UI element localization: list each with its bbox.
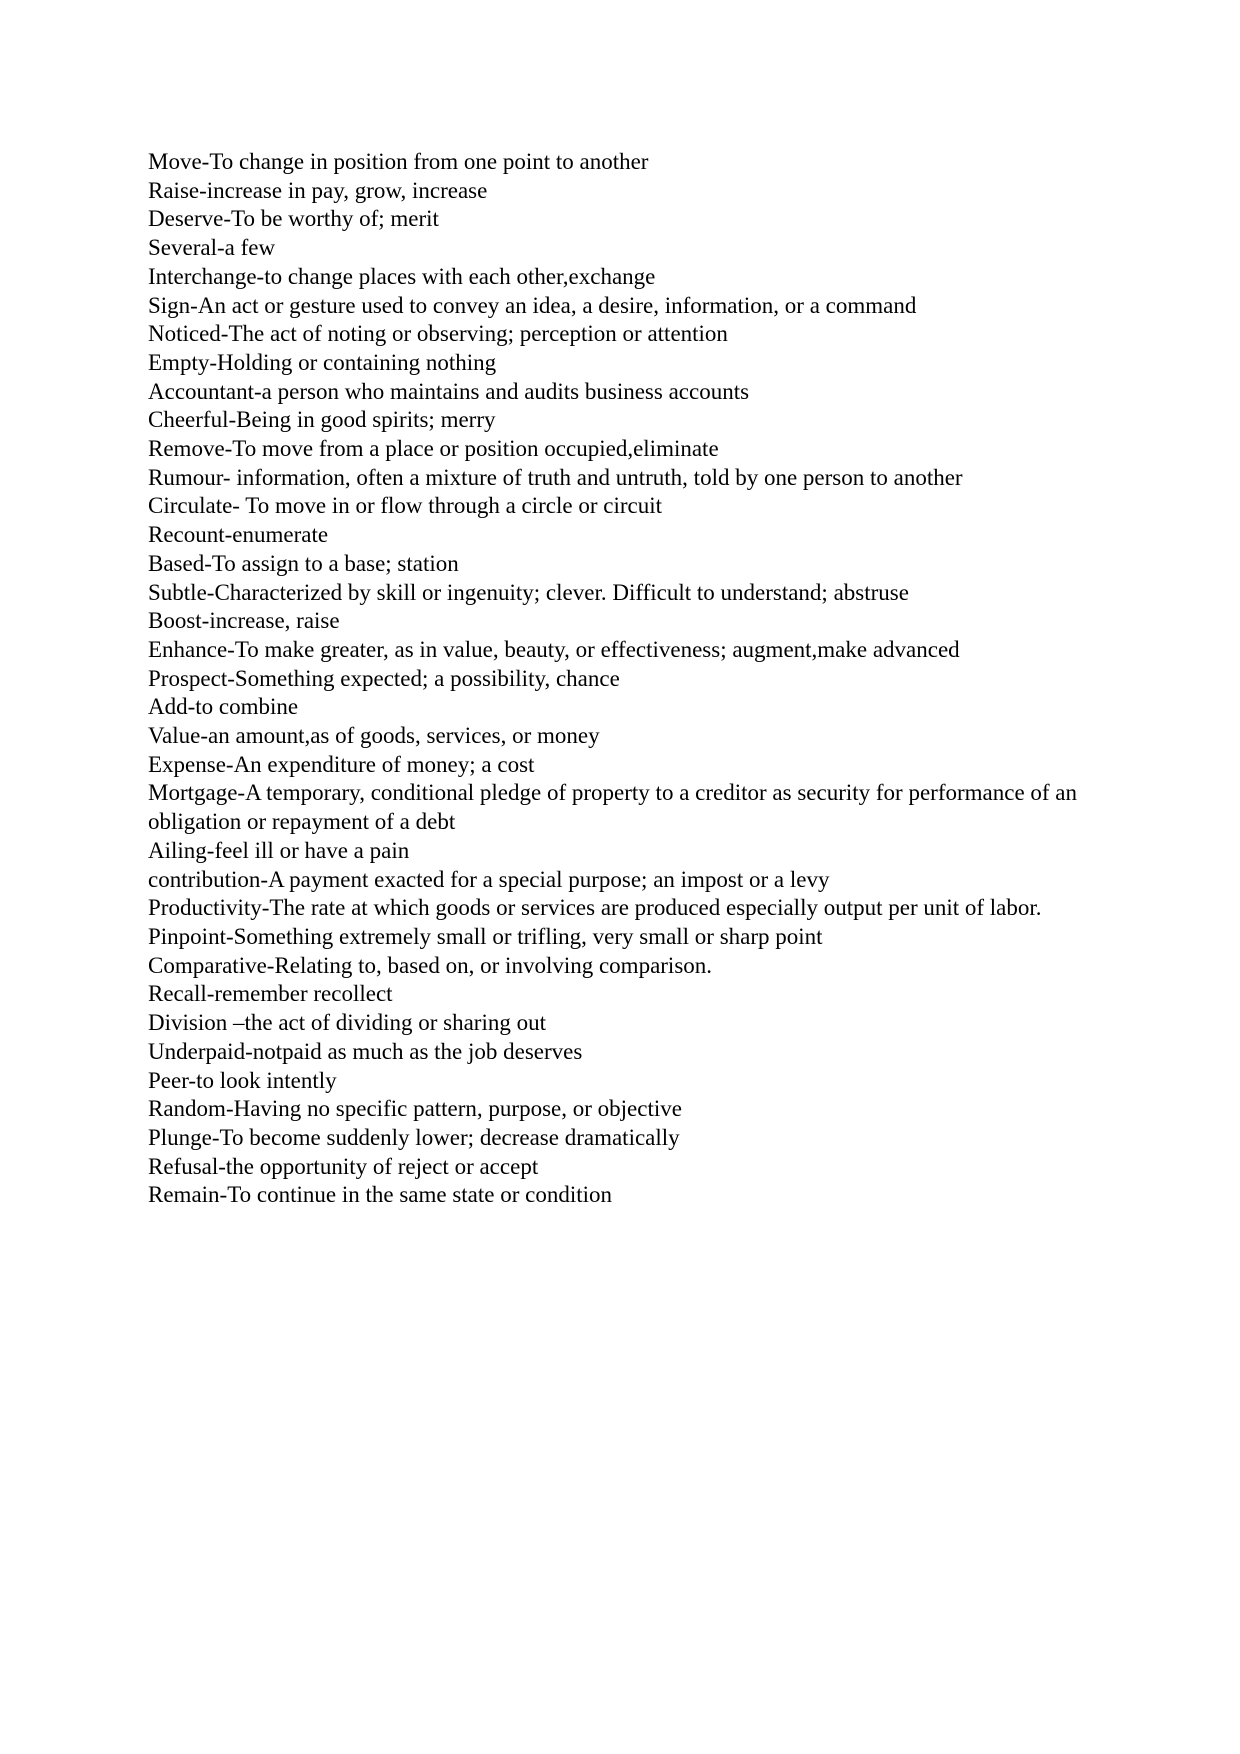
definition-entry: Productivity-The rate at which goods or services are produced especially output per unit of labor.: [148, 895, 1042, 921]
definition-entry: Mortgage-A temporary, conditional pledge of property to a creditor as security for performance of an obligation or repayment of a debt: [148, 780, 1078, 835]
definition-entry: Subtle-Characterized by skill or ingenuity; clever. Difficult to understand; abstruse: [148, 579, 909, 605]
definitions-list: [148, 148, 1088, 1210]
definition-entry: Plunge-To become suddenly lower; decrease dramatically: [148, 1124, 680, 1150]
definition-entry: Pinpoint-Something extremely small or trifling, very small or sharp point: [148, 923, 823, 949]
definition-entry: Cheerful-Being in good spirits; merry: [148, 407, 496, 433]
definition-entry: Deserve-To be worthy of; merit: [148, 206, 439, 232]
definition-entry: Refusal-the opportunity of reject or accept: [148, 1153, 539, 1179]
definition-entry: Empty-Holding or containing nothing: [148, 349, 497, 375]
definition-entry: Underpaid-notpaid as much as the job deserves: [148, 1038, 583, 1064]
definition-entry: Recount-enumerate: [148, 522, 329, 548]
definition-entry: Value-an amount,as of goods, services, or money: [148, 723, 600, 749]
definition-entry: Rumour- information, often a mixture of truth and untruth, told by one person to another: [148, 464, 963, 490]
definition-entry: Based-To assign to a base; station: [148, 550, 459, 576]
definition-entry: contribution-A payment exacted for a special purpose; an impost or a levy: [148, 866, 830, 892]
definition-entry: Interchange-to change places with each other,exchange: [148, 263, 656, 289]
definition-entry: Noticed-The act of noting or observing; perception or attention: [148, 321, 728, 347]
definition-entry: Sign-An act or gesture used to convey an idea, a desire, information, or a command: [148, 292, 917, 318]
definition-entry: Several-a few: [148, 235, 276, 261]
definition-entry: Circulate- To move in or flow through a circle or circuit: [148, 493, 663, 519]
definition-entry: Move-To change in position from one point to another: [148, 149, 649, 174]
definition-entry: Enhance-To make greater, as in value, beauty, or effectiveness; augment,make advanced: [148, 636, 960, 662]
definition-entry: Raise-increase in pay, grow, increase: [148, 177, 488, 203]
definition-entry: Remove-To move from a place or position occupied,eliminate: [148, 436, 719, 462]
definition-entry: Add-to combine: [148, 694, 299, 720]
definition-entry: Division –the act of dividing or sharing out: [148, 1010, 546, 1036]
definition-entry: Prospect-Something expected; a possibility, chance: [148, 665, 620, 691]
definition-entry: Random-Having no specific pattern, purpose, or objective: [148, 1096, 682, 1122]
definition-entry: Remain-To continue in the same state or condition: [148, 1182, 613, 1208]
definition-entry: Expense-An expenditure of money; a cost: [148, 751, 535, 777]
definition-entry: Accountant-a person who maintains and audits business accounts: [148, 378, 750, 404]
definition-entry: Recall-remember recollect: [148, 981, 393, 1007]
definition-entry: Ailing-feel ill or have a pain: [148, 837, 410, 863]
definition-entry: Boost-increase, raise: [148, 608, 340, 634]
definition-entry: Comparative-Relating to, based on, or involving comparison.: [148, 952, 713, 978]
definition-entry: Peer-to look intently: [148, 1067, 337, 1093]
